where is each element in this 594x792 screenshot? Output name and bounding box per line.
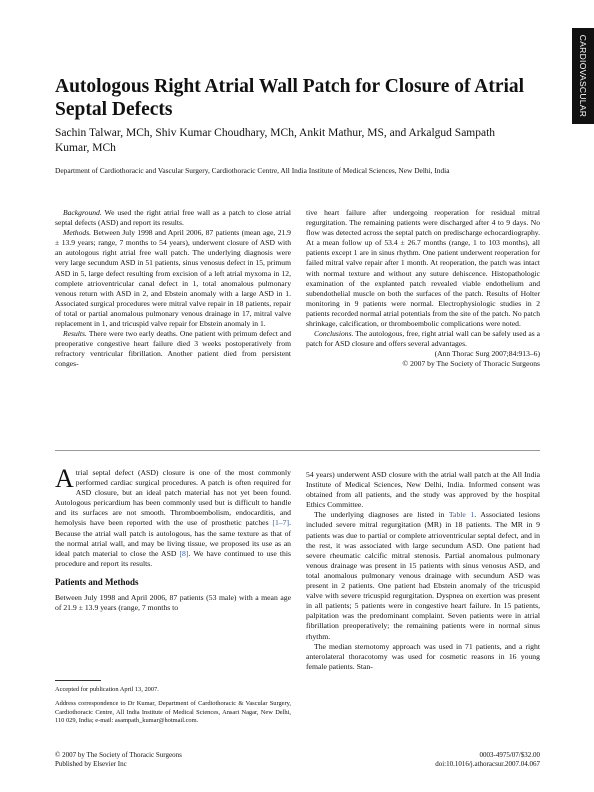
body-paragraph: The median sternotomy approach was used in 71 patients, and a right anterolateral thoracotomy was used for cosmetic reasons in 16 young female patients. Stan-: [306, 641, 540, 671]
reference-link[interactable]: [1–7]: [272, 518, 290, 528]
intro-text: . We have continued to use this procedure and report its results.: [55, 548, 291, 568]
abstract-methods: [55, 228, 291, 329]
article-title: Autologous Right Atrial Wall Patch for Closure of Atrial Septal Defects: [55, 76, 525, 120]
abstract-conclusions-label: Conclusions.: [314, 329, 354, 339]
abstract-background: [55, 208, 291, 228]
footer-publisher: [55, 751, 182, 769]
body-right-column: [306, 470, 540, 672]
body-text: The underlying diagnoses are listed in: [314, 510, 449, 520]
footer-identifiers: [435, 751, 540, 769]
abstract-methods-text: Between July 1998 and April 2006, 87 patients (mean age, 21.9 ± 13.9 years; range, 7 months to 54 years), underwent closure of ASD with an autologous right atrial free wall patch. The underlying diagnosis were very large secundum ASD in 51 patients, sinus venosus defect in 15, primum ASD in 5, large defect resulting from excision of a left atrial myxoma in 12, complete atrioventricular canal defect in 1, total anomalous pulmonary venous return with ASD in 2, and Ebstein anomaly with a large ASD in 1. Associated surgical procedures were mitral valve repair in 18 patients, repair of total or partial anomalous pulmonary venous drainage in 17, mitral valve replacement in 1, and tricuspid valve repair for Ebstein anomaly in 1.: [55, 228, 291, 329]
abstract-methods-label: Methods.: [63, 228, 92, 238]
abstract-results-text: There were two early deaths. One patient with primum defect and preoperative congestive heart failure died 3 weeks postoperatively from refractory ventricular fibrillation. Another patient died from persistent conges-: [55, 329, 291, 369]
abstract-results: [55, 329, 291, 369]
abstract-conclusions-text: The autologous, free, right atrial wall can be safely used as a patch for ASD closure and offers several advantages.: [306, 329, 541, 349]
methods-paragraph: Between July 1998 and April 2006, 87 patients (53 male) with a mean age of 21.9 ± 13.9 years (range, 7 months to: [55, 593, 291, 613]
journal-citation: (Ann Thorac Surg 2007;84:913–6): [434, 349, 540, 359]
footer-publisher-name: Published by Elsevier Inc: [55, 760, 127, 768]
drop-cap: A: [55, 464, 74, 493]
reference-link[interactable]: [8]: [179, 548, 189, 558]
abstract-left-column: [55, 208, 291, 370]
body-text: . Associated lesions included severe mitral regurgitation (MR) in 18 patients. The MR in 9 patients was due to partial or complete atrioventricular septal defect, and in the rest, it was associated with large secundum ASD. One patient had severe rheumatic calcific mitral stenosis. Partial anomalous pulmonary venous drainage was present in 15 patients with sinus venosus ASD, and total anomalous pulmonary venous drainage with secundum ASD was present in 2 patients. One patient had Ebstein anomaly of the tricuspid valve with severe tricuspid regurgitation. Dyspnea on exertion was present in all patients; 5 patients were in congestive heart failure. In 15 patients, palpitation was the predominant complaint. Seven patients were in atrial fibrillation preoperatively; the remaining patients were in normal sinus rhythm.: [306, 510, 540, 641]
section-tab: [572, 28, 594, 124]
author-list: Sachin Talwar, MCh, Shiv Kumar Choudhary, MCh, Ankit Mathur, MS, and Arkalgud Sampath Kumar, MCh: [55, 127, 496, 154]
intro-paragraph: [55, 464, 291, 569]
section-tab-label: CARDIOVASCULAR: [578, 34, 589, 118]
intro-text: . Because the atrial wall patch is autologous, has the same texture as that of the normal atrial wall, and may be living tissue, we proposed its use as an ideal patch material to close the ASD: [55, 518, 291, 558]
abstract-background-text: We used the right atrial free wall as a patch to close atrial septal defects (ASD) and report its results.: [55, 208, 291, 228]
footer-issn: 0003-4975/07/$32.00: [479, 751, 540, 759]
abstract-copyright: © 2007 by The Society of Thoracic Surgeons: [402, 359, 540, 369]
footnote-accepted: Accepted for publication April 13, 2007.: [55, 686, 159, 693]
intro-text: trial septal defect (ASD) closure is one of the most commonly performed cardiac surgical procedures. A patch is often required for ASD closure, but an ideal patch material has not yet been found. Autologous pericardium has been commonly used but is difficult to handle and its surfaces are not smooth. Thromboembolism, endocarditis, and hemolysis have been reported with the use of prosthetic patches: [55, 468, 291, 528]
section-divider: [55, 450, 540, 451]
body-paragraph: [306, 510, 540, 641]
abstract-results-label: Results.: [63, 329, 87, 339]
body-paragraph: 54 years) underwent ASD closure with the atrial wall patch at the All India Institute of Medical Sciences, New Delhi, India. Informed consent was obtained from all patients, and the study was approved by the hospital Ethics Committee.: [306, 470, 540, 510]
section-heading: Patients and Methods: [55, 576, 139, 587]
abstract-results-continued: tive heart failure after undergoing reoperation for residual mitral regurgitation. The remaining patients were discharged after 4 to 9 days. No flow was detected across the septal patch on predischarge echocardiography. At a mean follow up of 53.4 ± 26.7 months (range, 1 to 103 months), all patients except 1 are in sinus rhythm. One patient underwent reoperation for failed mitral valve repair after 1 month. At reoperation, the patch was intact with normal texture and without any suture dehiscence. Histopathologic examination of the explanted patch revealed viable endothelium and subendothelial muscle on both the surfaces of the patch. Results of Holter monitoring in 9 patients were normal. Electrophysiologic studies in 2 patients recorded normal atrial potentials from the site of the patch. No patch shrinkage, calcification, or thromboembolic complications were noted.: [306, 208, 540, 329]
footnote-correspondence: Address correspondence to Dr Kumar, Department of Cardiothoracic & Vascular Surgery, Cardiothoracic Centre, All India Institute of Medical Sciences, Ansari Nagar, New Delhi, 110 029, India; e-mail: asampath_kumar@hotmail.com.: [55, 700, 291, 724]
footnote-divider: [55, 680, 101, 681]
affiliation: Department of Cardiothoracic and Vascular Surgery, Cardiothoracic Centre, All India Institute of Medical Sciences, New Delhi, India: [55, 166, 450, 175]
abstract-right-column: [306, 208, 540, 370]
body-left-column: [55, 464, 291, 613]
footer-copyright: © 2007 by The Society of Thoracic Surgeons: [55, 751, 182, 759]
table-link[interactable]: Table 1: [448, 510, 475, 520]
abstract-background-label: Background.: [63, 208, 102, 217]
footer-doi: doi:10.1016/j.athoracsur.2007.04.067: [435, 760, 540, 768]
abstract-conclusions: [306, 329, 540, 349]
